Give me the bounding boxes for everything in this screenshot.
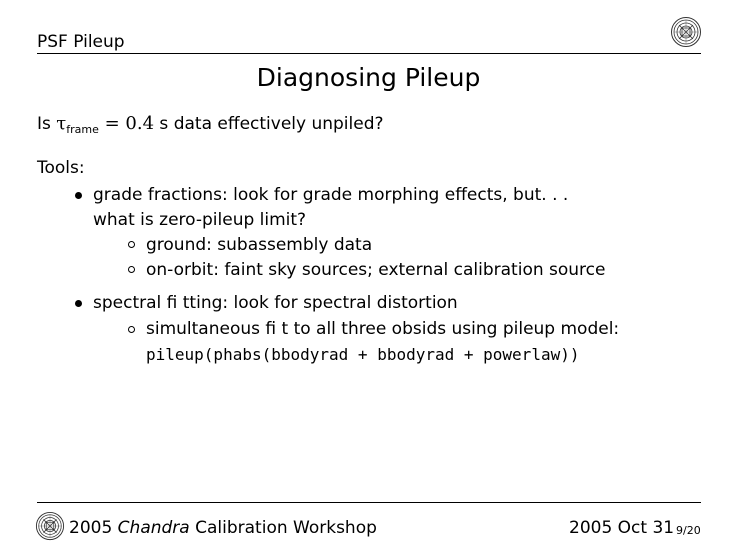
tau-subscript: frame bbox=[66, 123, 99, 136]
footer-year: 2005 bbox=[69, 518, 118, 538]
sub-bullet-marker bbox=[128, 326, 135, 333]
footer-chandra: Chandra bbox=[117, 518, 190, 538]
sub-item-simultaneous-fit: simultaneous fi t to all three obsids using pileup model: bbox=[146, 319, 620, 339]
footer-date: 2005 Oct 31 bbox=[569, 518, 675, 538]
sub-item-ground: ground: subassembly data bbox=[146, 235, 373, 255]
tau-symbol: τ bbox=[56, 113, 67, 134]
tools-heading: Tools: bbox=[37, 158, 85, 178]
footer-event bbox=[69, 518, 377, 538]
bullet-2-line-1: spectral fi tting: look for spectral distortion bbox=[93, 293, 458, 313]
sub-item-on-orbit: on-orbit: faint sky sources; external calibration source bbox=[146, 260, 606, 280]
sub-bullet-marker bbox=[128, 266, 135, 273]
seal-logo-icon bbox=[670, 16, 702, 48]
section-title: PSF Pileup bbox=[37, 32, 125, 52]
footer-workshop: Calibration Workshop bbox=[189, 518, 377, 538]
bullet-marker bbox=[75, 192, 82, 199]
sub-bullet-marker bbox=[128, 241, 135, 248]
tau-unit: s bbox=[154, 114, 169, 134]
question-line bbox=[37, 113, 384, 134]
question-prefix: Is bbox=[37, 114, 57, 134]
tau-value: = 0.4 bbox=[98, 113, 155, 134]
header-divider bbox=[37, 53, 701, 54]
slide-title: Diagnosing Pileup bbox=[256, 63, 481, 92]
bullet-1-line-1: grade fractions: look for grade morphing effects, but. . . bbox=[93, 185, 569, 205]
pileup-model-code: pileup(phabs(bbodyrad + bbodyrad + powerlaw)) bbox=[146, 345, 580, 364]
bullet-1-line-2: what is zero-pileup limit? bbox=[93, 210, 307, 230]
page-number: 9/20 bbox=[676, 524, 701, 537]
question-suffix: data effectively unpiled? bbox=[168, 114, 384, 134]
footer-divider bbox=[37, 502, 701, 503]
seal-logo-icon bbox=[35, 511, 65, 541]
bullet-marker bbox=[75, 300, 82, 307]
